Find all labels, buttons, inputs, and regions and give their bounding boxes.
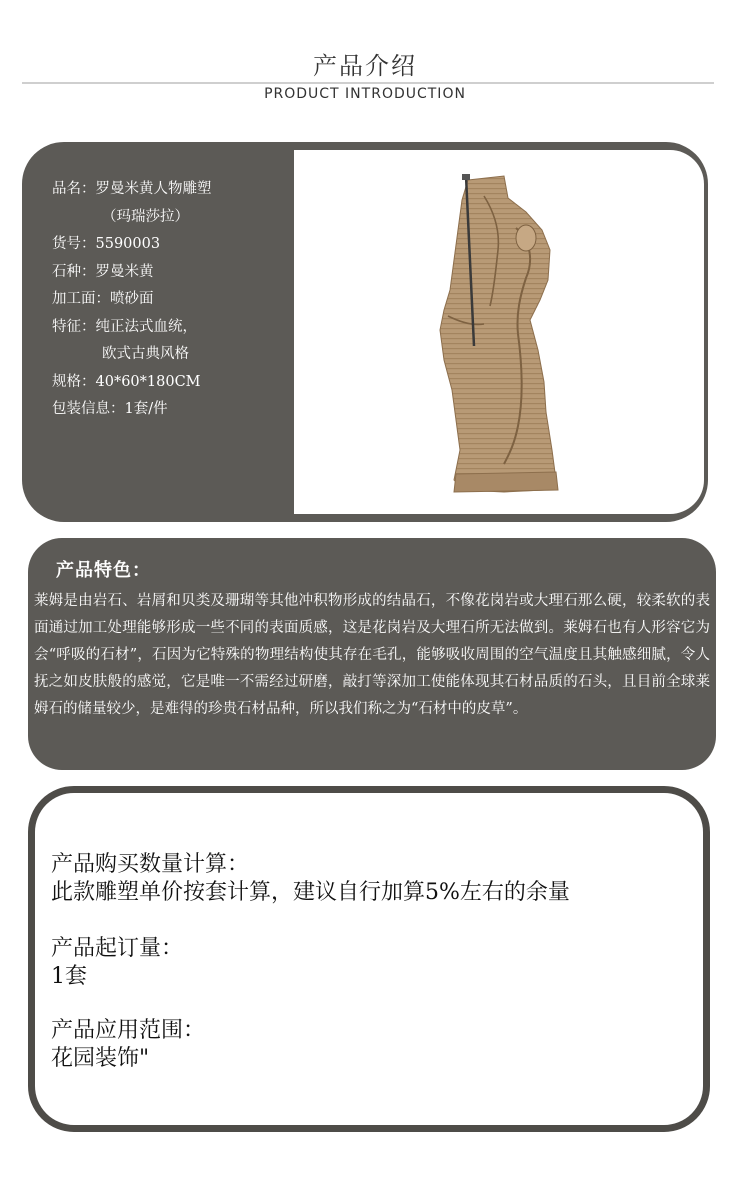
info-key: 加工面： [52, 291, 110, 307]
product-features-card [28, 538, 716, 770]
info-value: 喷砂面 [110, 291, 154, 307]
product-info-list [52, 176, 302, 424]
info-value: 1套/件 [124, 401, 168, 417]
info-value: 罗曼米黄 [95, 263, 154, 280]
info-row-stone [52, 259, 302, 287]
quantity-label: 产品购买数量计算： [51, 852, 250, 877]
info-row-name-cont: （玛瑞莎拉） [102, 208, 189, 225]
info-key: 特征： [52, 318, 96, 335]
info-row-sku [52, 231, 302, 259]
moq-value: 1套 [51, 964, 87, 989]
info-value: 罗曼米黄人物雕塑 [95, 181, 212, 197]
features-title: 产品特色： [56, 560, 151, 581]
section-title-cn: 产品介绍 [313, 52, 417, 80]
section-title-en: PRODUCT INTRODUCTION [264, 86, 466, 102]
order-info-card [28, 786, 710, 1132]
info-key: 规格： [52, 373, 96, 390]
info-row-name [52, 176, 302, 204]
usage-value: 花园装饰" [51, 1046, 150, 1071]
info-key: 货号： [52, 236, 96, 252]
sculpture-image [294, 150, 704, 514]
moq-section [51, 935, 701, 991]
moq-label: 产品起订量： [51, 936, 184, 961]
info-key: 石种： [52, 263, 96, 280]
page-header [0, 0, 730, 110]
product-photo [294, 150, 704, 514]
info-value: 5590003 [95, 236, 161, 252]
usage-section [51, 1017, 701, 1073]
quantity-text: 此款雕塑单价按套计算，建议自行加算5%左右的余量 [51, 880, 570, 905]
features-description: 莱姆是由岩石、岩屑和贝类及珊瑚等其他冲积物形成的结晶石，不像花岗岩或大理石那么硬，较柔软的表面通过加工处理能够形成一些不同的表面质感，这是花岗岩及大理石所无法做到。莱姆石也有人形容它为会“呼吸的石材”，石因为它特殊的物理结构使其存在毛孔，能够吸收周围的空气温度且其触感细腻，令人抚之如皮肤般的感觉，它是唯一不需经过研磨，敲打等深加工使能体现其石材品质的石头，且目前全球莱姆石的储量较少，是难得的珍贵石材品种，所以我们称之为“石材中的皮草”。 [34, 593, 710, 717]
title-divider [22, 82, 714, 84]
info-value: 40*60*180CM [95, 373, 201, 390]
info-row-size [52, 369, 302, 397]
quantity-section [51, 851, 701, 907]
product-info-card [22, 142, 708, 522]
info-row-feature-cont: 欧式古典风格 [102, 346, 189, 362]
usage-label: 产品应用范围： [51, 1018, 206, 1043]
info-key: 包装信息： [52, 401, 125, 417]
info-value: 纯正法式血统， [95, 318, 197, 335]
info-row-finish [52, 286, 302, 314]
info-row-packing [52, 396, 302, 424]
info-key: 品名： [52, 181, 96, 197]
info-row-feature [52, 314, 302, 342]
